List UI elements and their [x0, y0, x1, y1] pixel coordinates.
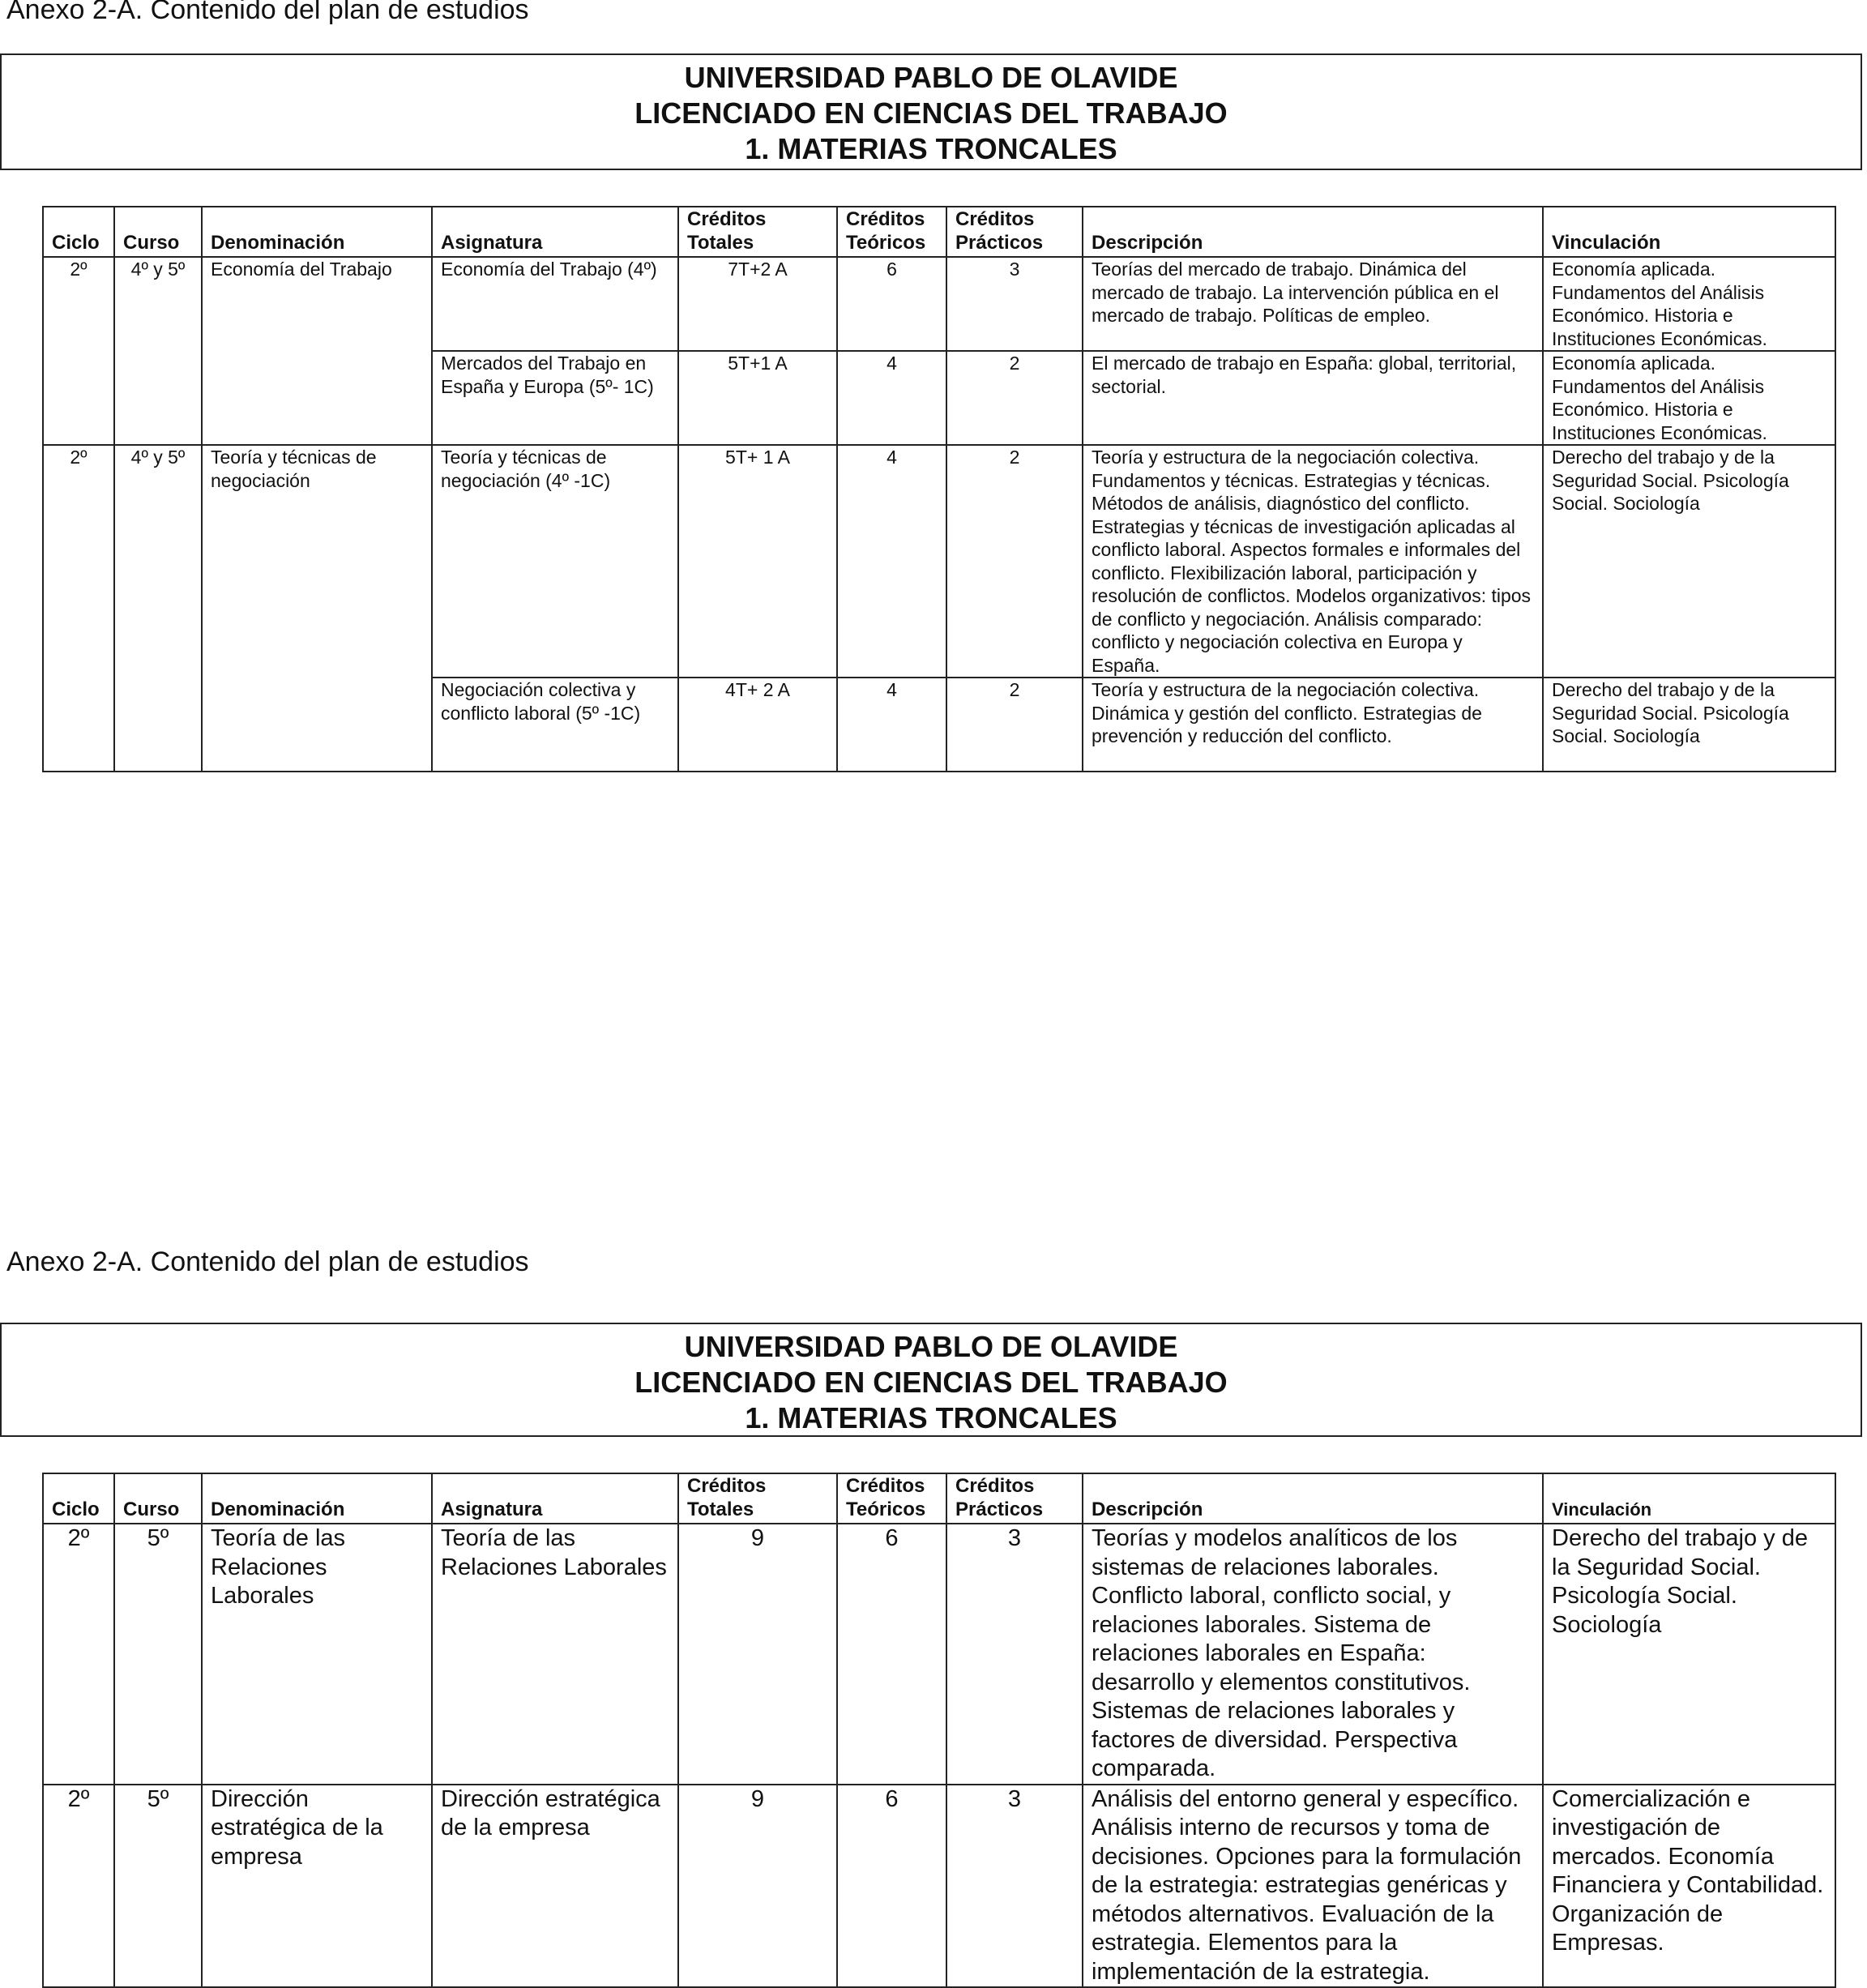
table-row [43, 445, 1835, 678]
university-name: UNIVERSIDAD PABLO DE OLAVIDE [684, 61, 1178, 94]
subjects-table [42, 1473, 1836, 1988]
col-header-ciclo: Ciclo [43, 1473, 114, 1524]
cell-descripcion: Teorías y modelos analíticos de los sistemas de relaciones laborales. Conflicto laboral, conflicto social, y relaciones laborales. Sistema de relaciones laborales en España: desarrollo y elementos constitutivos. Sistemas de relaciones laborales y factores de diversidad. Perspectiva comparada. [1083, 1524, 1543, 1785]
col-header-descripcion: Descripción [1083, 207, 1543, 257]
cell-asignatura: Negociación colectiva y conflicto laboral (5º -1C) [432, 678, 678, 772]
col-header-denominacion: Denominación [202, 207, 432, 257]
cell-creditos-teoricos: 4 [837, 678, 946, 772]
cell-creditos-totales: 5T+1 A [678, 351, 837, 445]
cell-vinculacion: Derecho del trabajo y de la Seguridad Social. Psicología Social. Sociología [1543, 445, 1835, 678]
cell-vinculacion: Economía aplicada. Fundamentos del Análisis Económico. Historia e Instituciones Económicas. [1543, 257, 1835, 351]
cell-descripcion: Análisis del entorno general y específico. Análisis interno de recursos y toma de decisiones. Opciones para la formulación de la estrategia: estrategias genéricas y métodos alternativos. Evaluación de la estrategia. Elementos para la implementación de la estrategia. [1083, 1785, 1543, 1988]
cell-vinculacion: Economía aplicada. Fundamentos del Análisis Económico. Historia e Instituciones Económicas. [1543, 351, 1835, 445]
table-row [43, 1785, 1835, 1988]
cell-creditos-practicos: 2 [946, 351, 1083, 445]
cell-creditos-practicos: 3 [946, 1785, 1083, 1988]
col-header-curso: Curso [114, 1473, 202, 1524]
degree-name: LICENCIADO EN CIENCIAS DEL TRABAJO [634, 96, 1228, 130]
col-header-vinculacion: Vinculación [1543, 207, 1835, 257]
title-box [0, 53, 1862, 170]
cell-creditos-teoricos: 6 [837, 1524, 946, 1785]
cell-curso: 5º [114, 1524, 202, 1785]
cell-asignatura: Mercados del Trabajo en España y Europa (5º- 1C) [432, 351, 678, 445]
cell-denominacion: Dirección estratégica de la empresa [202, 1785, 432, 1988]
cell-curso: 4º y 5º [114, 257, 202, 445]
cell-vinculacion: Comercialización e investigación de mercados. Economía Financiera y Contabilidad. Organización de Empresas. [1543, 1785, 1835, 1988]
cell-ciclo: 2º [43, 1785, 114, 1988]
cell-creditos-teoricos: 4 [837, 351, 946, 445]
cell-creditos-totales: 9 [678, 1785, 837, 1988]
cell-creditos-teoricos: 4 [837, 445, 946, 678]
cell-ciclo: 2º [43, 445, 114, 772]
col-header-creditos-teoricos: Créditos Teóricos [837, 207, 946, 257]
cell-creditos-teoricos: 6 [837, 257, 946, 351]
degree-name: LICENCIADO EN CIENCIAS DEL TRABAJO [634, 1366, 1228, 1399]
section-title: 1. MATERIAS TRONCALES [745, 132, 1117, 165]
cell-descripcion: Teoría y estructura de la negociación colectiva. Fundamentos y técnicas. Estrategias y técnicas. Métodos de análisis, diagnóstico del conflicto. Estrategias y técnicas de investigación aplicadas al conflicto laboral. Aspectos formales e informales del conflicto. Flexibilización laboral, participación y resolución de conflictos. Modelos organizativos: tipos de conflicto y negociación. Análisis comparado: conflicto y negociación colectiva en Europa y España. [1083, 445, 1543, 678]
cell-descripcion: El mercado de trabajo en España: global, territorial, sectorial. [1083, 351, 1543, 445]
annex-title: Anexo 2-A. Contenido del plan de estudios [6, 0, 529, 25]
cell-creditos-practicos: 3 [946, 257, 1083, 351]
subjects-table [42, 206, 1836, 772]
cell-asignatura: Teoría y técnicas de negociación (4º -1C) [432, 445, 678, 678]
cell-curso: 4º y 5º [114, 445, 202, 772]
col-header-vinculacion: Vinculación [1543, 1473, 1835, 1524]
cell-descripcion: Teoría y estructura de la negociación colectiva. Dinámica y gestión del conflicto. Estrategias de prevención y reducción del conflicto. [1083, 678, 1543, 772]
cell-creditos-teoricos: 6 [837, 1785, 946, 1988]
cell-asignatura: Economía del Trabajo (4º) [432, 257, 678, 351]
col-header-asignatura: Asignatura [432, 1473, 678, 1524]
cell-vinculacion: Derecho del trabajo y de la Seguridad Social. Psicología Social. Sociología [1543, 678, 1835, 772]
table-row [43, 257, 1835, 351]
col-header-asignatura: Asignatura [432, 207, 678, 257]
university-name: UNIVERSIDAD PABLO DE OLAVIDE [684, 1330, 1178, 1363]
cell-vinculacion: Derecho del trabajo y de la Seguridad Social. Psicología Social. Sociología [1543, 1524, 1835, 1785]
col-header-creditos-practicos: Créditos Prácticos [946, 207, 1083, 257]
col-header-creditos-totales: Créditos Totales [678, 1473, 837, 1524]
table-header-row [43, 1473, 1835, 1524]
col-header-creditos-totales: Créditos Totales [678, 207, 837, 257]
cell-denominacion: Teoría y técnicas de negociación [202, 445, 432, 772]
cell-creditos-totales: 4T+ 2 A [678, 678, 837, 772]
cell-denominacion: Teoría de las Relaciones Laborales [202, 1524, 432, 1785]
table-row [43, 1524, 1835, 1785]
cell-creditos-practicos: 2 [946, 678, 1083, 772]
col-header-ciclo: Ciclo [43, 207, 114, 257]
cell-ciclo: 2º [43, 257, 114, 445]
cell-creditos-totales: 7T+2 A [678, 257, 837, 351]
cell-creditos-practicos: 3 [946, 1524, 1083, 1785]
cell-descripcion: Teorías del mercado de trabajo. Dinámica del mercado de trabajo. La intervención pública en el mercado de trabajo. Políticas de empleo. [1083, 257, 1543, 351]
col-header-creditos-teoricos: Créditos Teóricos [837, 1473, 946, 1524]
table-header-row [43, 207, 1835, 257]
col-header-curso: Curso [114, 207, 202, 257]
cell-curso: 5º [114, 1785, 202, 1988]
col-header-descripcion: Descripción [1083, 1473, 1543, 1524]
cell-asignatura: Teoría de las Relaciones Laborales [432, 1524, 678, 1785]
cell-ciclo: 2º [43, 1524, 114, 1785]
cell-creditos-practicos: 2 [946, 445, 1083, 678]
cell-creditos-totales: 5T+ 1 A [678, 445, 837, 678]
title-box [0, 1323, 1862, 1437]
cell-denominacion: Economía del Trabajo [202, 257, 432, 445]
col-header-creditos-practicos: Créditos Prácticos [946, 1473, 1083, 1524]
annex-title: Anexo 2-A. Contenido del plan de estudios [6, 1246, 529, 1277]
cell-asignatura: Dirección estratégica de la empresa [432, 1785, 678, 1988]
section-title: 1. MATERIAS TRONCALES [745, 1401, 1117, 1434]
cell-creditos-totales: 9 [678, 1524, 837, 1785]
col-header-denominacion: Denominación [202, 1473, 432, 1524]
